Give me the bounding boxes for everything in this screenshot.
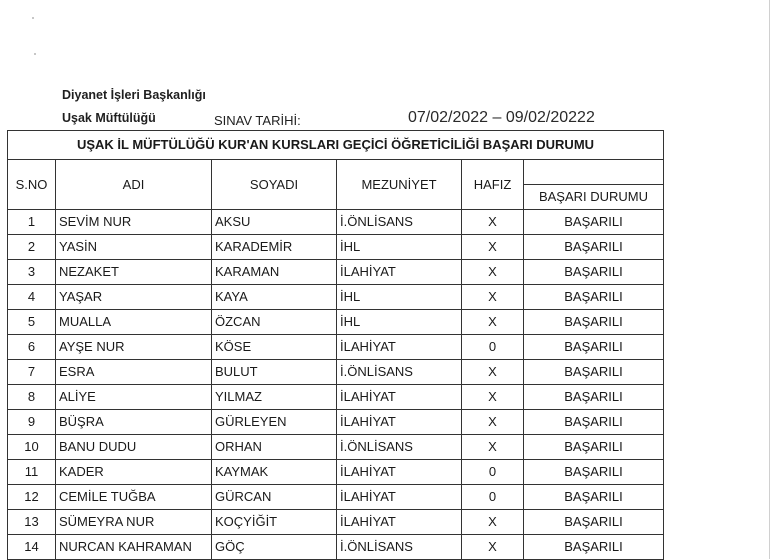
cell-name: YAŞAR: [56, 285, 212, 310]
cell-status: BAŞARILI: [524, 260, 664, 285]
cell-graduation: İLAHİYAT: [337, 460, 462, 485]
cell-hafiz: 0: [462, 335, 524, 360]
table-row: [8, 210, 664, 235]
cell-status: BAŞARILI: [524, 435, 664, 460]
cell-surname: GÜRLEYEN: [212, 410, 337, 435]
cell-status: BAŞARILI: [524, 285, 664, 310]
cell-status: BAŞARILI: [524, 360, 664, 385]
cell-graduation: İHL: [337, 310, 462, 335]
cell-graduation: İLAHİYAT: [337, 485, 462, 510]
cell-graduation: İLAHİYAT: [337, 385, 462, 410]
cell-status: BAŞARILI: [524, 385, 664, 410]
cell-surname: GÜRCAN: [212, 485, 337, 510]
column-header-status-cell: [524, 160, 664, 210]
cell-sno: 2: [8, 235, 56, 260]
cell-sno: 11: [8, 460, 56, 485]
table-row: [8, 260, 664, 285]
results-table: [7, 130, 664, 560]
cell-surname: KOÇYİĞİT: [212, 510, 337, 535]
cell-hafiz: X: [462, 360, 524, 385]
cell-graduation: İLAHİYAT: [337, 260, 462, 285]
cell-name: ESRA: [56, 360, 212, 385]
cell-graduation: İLAHİYAT: [337, 335, 462, 360]
cell-sno: 7: [8, 360, 56, 385]
cell-sno: 14: [8, 535, 56, 560]
cell-name: NURCAN KAHRAMAN: [56, 535, 212, 560]
cell-surname: KARADEMİR: [212, 235, 337, 260]
cell-hafiz: X: [462, 260, 524, 285]
cell-surname: GÖÇ: [212, 535, 337, 560]
cell-name: YASİN: [56, 235, 212, 260]
cell-status: BAŞARILI: [524, 485, 664, 510]
table-row: [8, 485, 664, 510]
cell-name: KADER: [56, 460, 212, 485]
column-header-name: ADI: [56, 160, 212, 210]
cell-surname: AKSU: [212, 210, 337, 235]
status-header-spacer: [524, 160, 663, 185]
organization-name: Diyanet İşleri Başkanlığı: [62, 88, 206, 102]
cell-sno: 9: [8, 410, 56, 435]
exam-date-label: SINAV TARİHİ:: [214, 113, 301, 128]
cell-hafiz: X: [462, 535, 524, 560]
table-row: [8, 510, 664, 535]
table-body: [8, 210, 664, 560]
table-title-row: [8, 131, 664, 160]
cell-name: CEMİLE TUĞBA: [56, 485, 212, 510]
cell-hafiz: X: [462, 410, 524, 435]
cell-status: BAŞARILI: [524, 310, 664, 335]
cell-graduation: İ.ÖNLİSANS: [337, 535, 462, 560]
cell-name: SÜMEYRA NUR: [56, 510, 212, 535]
column-header-sno: S.NO: [8, 160, 56, 210]
cell-status: BAŞARILI: [524, 210, 664, 235]
cell-surname: KÖSE: [212, 335, 337, 360]
cell-status: BAŞARILI: [524, 535, 664, 560]
cell-sno: 12: [8, 485, 56, 510]
cell-hafiz: X: [462, 435, 524, 460]
table-row: [8, 335, 664, 360]
cell-graduation: İHL: [337, 285, 462, 310]
cell-surname: KAYMAK: [212, 460, 337, 485]
cell-surname: KARAMAN: [212, 260, 337, 285]
cell-surname: BULUT: [212, 360, 337, 385]
cell-sno: 13: [8, 510, 56, 535]
table-row: [8, 285, 664, 310]
table-row: [8, 535, 664, 560]
table-row: [8, 410, 664, 435]
column-header-graduation: MEZUNİYET: [337, 160, 462, 210]
column-header-status: BAŞARI DURUMU: [538, 189, 649, 204]
scan-speck: [34, 53, 36, 55]
cell-hafiz: 0: [462, 485, 524, 510]
cell-hafiz: X: [462, 510, 524, 535]
table-row: [8, 460, 664, 485]
cell-status: BAŞARILI: [524, 460, 664, 485]
cell-sno: 3: [8, 260, 56, 285]
cell-name: AYŞE NUR: [56, 335, 212, 360]
cell-sno: 10: [8, 435, 56, 460]
mufti-office-name: Uşak Müftülüğü: [62, 111, 156, 125]
page-edge-line: [769, 0, 770, 559]
status-header-wrap: [524, 160, 663, 209]
cell-graduation: İLAHİYAT: [337, 410, 462, 435]
table-row: [8, 310, 664, 335]
cell-name: BANU DUDU: [56, 435, 212, 460]
cell-graduation: İ.ÖNLİSANS: [337, 210, 462, 235]
cell-hafiz: X: [462, 210, 524, 235]
cell-status: BAŞARILI: [524, 335, 664, 360]
table-title: UŞAK İL MÜFTÜLÜĞÜ KUR'AN KURSLARI GEÇİCİ ÖĞRETİCİLİĞİ BAŞARI DURUMU: [8, 131, 664, 160]
cell-name: NEZAKET: [56, 260, 212, 285]
cell-surname: KAYA: [212, 285, 337, 310]
cell-sno: 8: [8, 385, 56, 410]
cell-graduation: İLAHİYAT: [337, 510, 462, 535]
cell-name: SEVİM NUR: [56, 210, 212, 235]
cell-sno: 5: [8, 310, 56, 335]
column-header-surname: SOYADI: [212, 160, 337, 210]
table-header-row: [8, 160, 664, 210]
cell-sno: 4: [8, 285, 56, 310]
cell-name: MUALLA: [56, 310, 212, 335]
column-header-hafiz: HAFIZ: [462, 160, 524, 210]
cell-surname: YILMAZ: [212, 385, 337, 410]
cell-status: BAŞARILI: [524, 410, 664, 435]
cell-status: BAŞARILI: [524, 510, 664, 535]
table-row: [8, 435, 664, 460]
exam-date-value: 07/02/2022 – 09/02/20222: [408, 109, 595, 126]
cell-hafiz: X: [462, 385, 524, 410]
table-row: [8, 360, 664, 385]
cell-name: BÜŞRA: [56, 410, 212, 435]
cell-hafiz: 0: [462, 460, 524, 485]
cell-surname: ORHAN: [212, 435, 337, 460]
cell-sno: 1: [8, 210, 56, 235]
scan-speck: [32, 17, 34, 19]
cell-hafiz: X: [462, 310, 524, 335]
cell-graduation: İHL: [337, 235, 462, 260]
table-row: [8, 385, 664, 410]
cell-status: BAŞARILI: [524, 235, 664, 260]
cell-graduation: İ.ÖNLİSANS: [337, 360, 462, 385]
table-row: [8, 235, 664, 260]
cell-graduation: İ.ÖNLİSANS: [337, 435, 462, 460]
cell-surname: ÖZCAN: [212, 310, 337, 335]
cell-hafiz: X: [462, 235, 524, 260]
cell-name: ALİYE: [56, 385, 212, 410]
cell-hafiz: X: [462, 285, 524, 310]
cell-sno: 6: [8, 335, 56, 360]
